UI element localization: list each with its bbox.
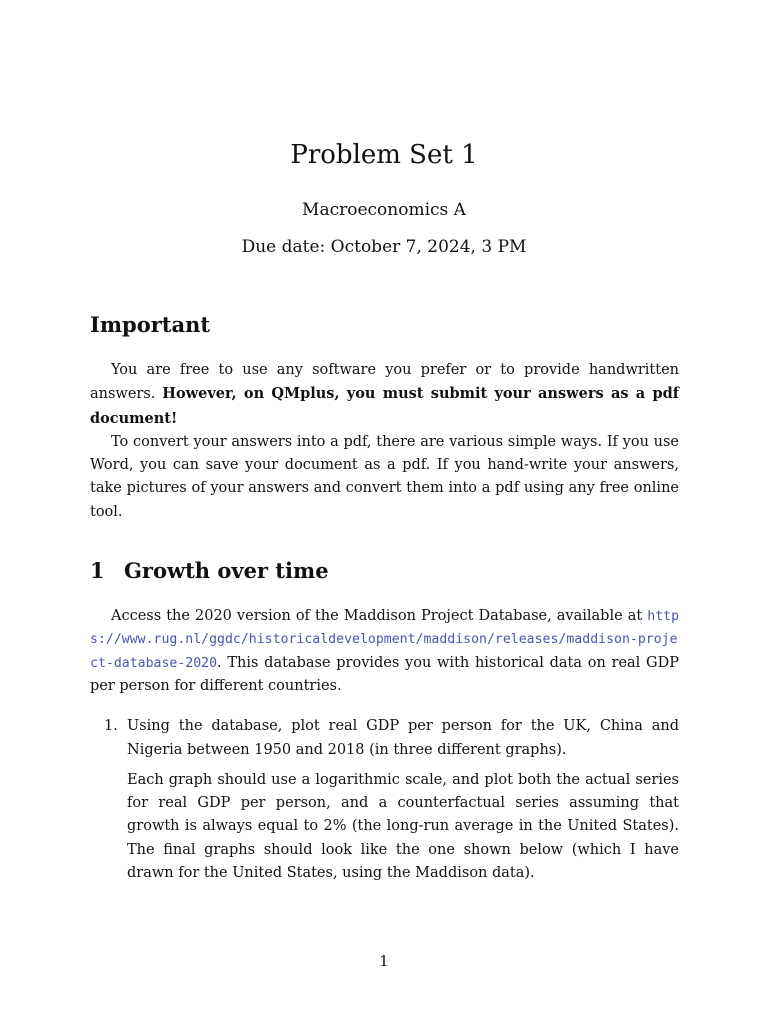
- important-paragraph-1-text: You are free to use any software you prefer or to provide handwritten answers.: [90, 362, 679, 403]
- section-heading: [90, 554, 679, 588]
- question-followup: Each graph should use a logarithmic scale, and plot both the actual series for real GDP per person, and a counterfactual series assuming that growth is always equal to 2% (the long-run average in the United States). The final graphs should look like the one shown below (which I have drawn for the United States, using the Maddison data).: [127, 771, 679, 882]
- course-name: Macroeconomics A: [302, 200, 466, 220]
- important-paragraph-1: [90, 359, 679, 431]
- section-title: Growth over time: [124, 558, 329, 584]
- section-intro-text: Access the 2020 version of the Maddison Project Database, available at: [111, 608, 643, 625]
- list-marker: 1.: [104, 718, 118, 735]
- important-warning: However, on QMplus, you must submit your answers as a pdf document!: [90, 385, 679, 427]
- section-number: 1: [90, 558, 105, 584]
- document-title: Problem Set 1: [290, 140, 478, 170]
- important-heading: Important: [90, 312, 211, 337]
- question-list: [90, 715, 679, 885]
- page-number: 1: [379, 954, 389, 970]
- list-item: [90, 715, 679, 885]
- document-body: [90, 308, 679, 885]
- section-intro: [90, 605, 679, 698]
- important-paragraph-2: To convert your answers into a pdf, there are various simple ways. If you use Word, you can save your document as a pdf. If you hand-write your answers, take pictures of your answers and convert them into a pdf using any free online tool.: [90, 433, 679, 520]
- maddison-database-link[interactable]: https://www.rug.nl/ggdc/historicaldevelopment/maddison/releases/maddison-project-database-2020: [90, 609, 680, 671]
- due-date: Due date: October 7, 2024, 3 PM: [241, 237, 527, 257]
- question-text: Using the database, plot real GDP per person for the UK, China and Nigeria between 1950 and 2018 (in three different graphs).: [127, 718, 679, 758]
- section-intro-continued: . This database provides you with historical data on real GDP per person for different countries.: [90, 654, 679, 694]
